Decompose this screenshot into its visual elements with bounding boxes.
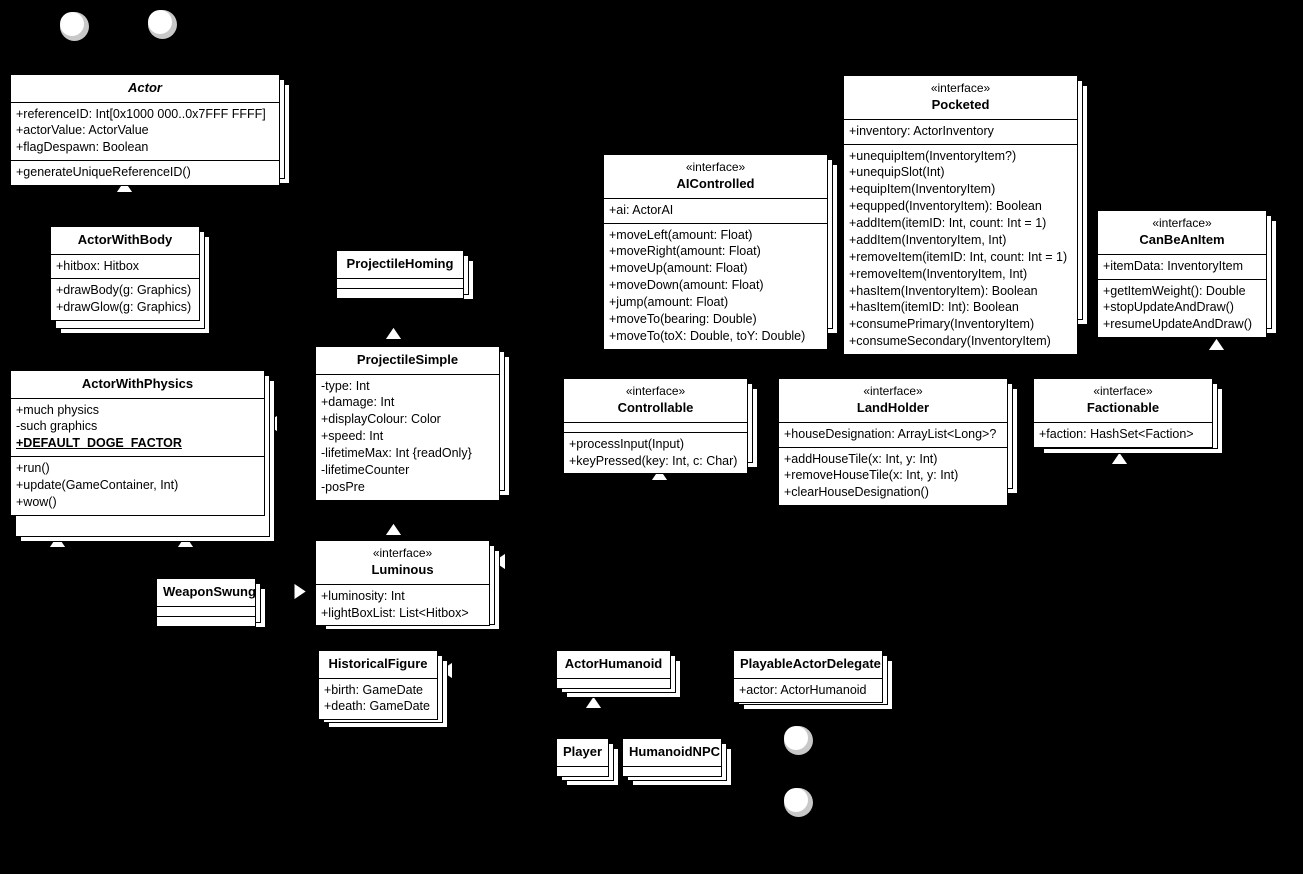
- class-header-playableactordelegate: [734, 651, 882, 678]
- attribute-row: +much physics: [16, 402, 100, 417]
- attribute-row: +actor: ActorHumanoid: [739, 682, 867, 697]
- operation-row: +clearHouseDesignation(): [784, 485, 929, 500]
- arrowhead-outline-actorhumanoid: [585, 696, 602, 714]
- class-header-pocketed: [844, 76, 1077, 119]
- class-box-factionable[interactable]: [1033, 378, 1213, 448]
- circle-fill: [784, 788, 808, 812]
- class-box-actorwithbody[interactable]: [50, 226, 200, 321]
- class-operations-aicontrolled: [604, 223, 827, 349]
- class-attributes-weaponswung: [157, 606, 255, 616]
- operation-row: +addItem(itemID: Int, count: Int = 1): [849, 216, 1047, 231]
- attribute-row: +damage: Int: [321, 395, 395, 410]
- class-header-actorwithbody: [51, 227, 199, 254]
- operation-row: +drawGlow(g: Graphics): [56, 300, 192, 315]
- class-header-projectilesimple: [316, 347, 499, 374]
- class-operations-landholder: [779, 447, 1007, 506]
- operation-row: +removeHouseTile(x: Int, y: Int): [784, 468, 959, 483]
- class-name-landholder: LandHolder: [856, 400, 930, 416]
- class-attributes-aicontrolled: [604, 198, 827, 223]
- attribute-row: +lightBoxList: List<Hitbox>: [321, 605, 469, 620]
- class-box-actorwithphysics[interactable]: [10, 370, 265, 516]
- attribute-row: +luminosity: Int: [321, 588, 405, 603]
- attribute-row: +birth: GameDate: [324, 682, 424, 697]
- operation-row: +hasItem(itemID: Int): Boolean: [849, 300, 1019, 315]
- class-header-controllable: [564, 379, 747, 422]
- class-header-projectilehoming: [337, 251, 463, 278]
- arrowhead-outline-canbeanitem: [1208, 338, 1225, 356]
- attribute-row: +death: GameDate: [324, 699, 430, 714]
- operation-row: +consumePrimary(InventoryItem): [849, 317, 1035, 332]
- line-weaponswung-drop: [57, 562, 58, 592]
- operation-row: +equipItem(InventoryItem): [849, 182, 996, 197]
- attribute-row: -posPre: [321, 479, 365, 494]
- class-attributes-projectilehoming: [337, 278, 463, 288]
- class-attributes-controllable: [564, 422, 747, 432]
- attribute-row: +actorValue: ActorValue: [16, 123, 149, 138]
- attribute-row: +flagDespawn: Boolean: [16, 140, 149, 155]
- operation-row: +keyPressed(key: Int, c: Char): [569, 453, 738, 468]
- class-box-player[interactable]: [556, 738, 609, 777]
- class-attributes-historicalfigure: [319, 678, 437, 720]
- class-operations-weaponswung: [157, 616, 255, 626]
- class-name-projectilesimple: ProjectileSimple: [356, 352, 459, 367]
- class-attributes-projectilesimple: [316, 374, 499, 500]
- operation-row: +stopUpdateAndDraw(): [1103, 300, 1234, 315]
- class-header-actor: [11, 75, 279, 102]
- class-name-pocketed: Pocketed: [931, 97, 990, 113]
- operation-row: +moveTo(bearing: Double): [609, 311, 757, 326]
- attribute-row: +displayColour: Color: [321, 412, 441, 427]
- arrowhead-outline-factionable: [1111, 452, 1128, 470]
- operation-row: +run(): [16, 461, 50, 476]
- class-header-humanoidnpc: [623, 739, 721, 766]
- class-operations-actorwithphysics: [11, 456, 264, 515]
- decorative-circle-top-left: [60, 12, 89, 41]
- operation-row: +unequipItem(InventoryItem?): [849, 148, 1017, 163]
- attribute-row: -such graphics: [16, 419, 98, 434]
- attribute-row: +hitbox: Hitbox: [56, 258, 140, 273]
- operation-row: +equpped(InventoryItem): Boolean: [849, 199, 1042, 214]
- class-name-actorwithbody: ActorWithBody: [77, 232, 173, 247]
- attribute-row: +houseDesignation: ArrayList<Long>?: [784, 426, 997, 441]
- operation-row: +moveUp(amount: Float): [609, 261, 748, 276]
- operation-row: +processInput(Input): [569, 436, 684, 451]
- operation-row: +update(GameContainer, Int): [16, 478, 179, 493]
- class-attributes-actor: [11, 102, 279, 161]
- decorative-circle-bottom-right: [784, 788, 813, 817]
- class-name-projectilehoming: ProjectileHoming: [346, 256, 454, 271]
- circle-fill: [148, 10, 172, 34]
- operation-row: +moveTo(toX: Double, toY: Double): [609, 328, 806, 343]
- class-header-factionable: [1034, 379, 1212, 422]
- class-attributes-factionable: [1034, 422, 1212, 447]
- class-name-factionable: Factionable: [1086, 400, 1160, 416]
- class-name-historicalfigure: HistoricalFigure: [328, 656, 428, 671]
- class-header-actorwithphysics: [11, 371, 264, 398]
- attribute-row: -lifetimeMax: Int {readOnly}: [321, 446, 472, 461]
- operation-row: +moveDown(amount: Float): [609, 278, 764, 293]
- class-box-historicalfigure[interactable]: [318, 650, 438, 720]
- circle-fill: [60, 12, 84, 36]
- operation-row: +wow(): [16, 494, 57, 509]
- class-name-playableactordelegate: PlayableActorDelegate: [740, 656, 881, 671]
- attribute-row: +ai: ActorAI: [609, 202, 674, 217]
- attribute-row: -lifetimeCounter: [321, 462, 410, 477]
- class-header-actorhumanoid: [557, 651, 670, 678]
- class-operations-projectilehoming: [337, 288, 463, 298]
- class-name-player: Player: [563, 744, 603, 759]
- operation-row: +addItem(InventoryItem, Int): [849, 232, 1007, 247]
- class-box-actor[interactable]: [10, 74, 280, 186]
- class-operations-actor: [11, 160, 279, 185]
- class-box-canbeanitem[interactable]: [1097, 210, 1267, 338]
- class-name-actor: Actor: [128, 80, 162, 95]
- class-operations-canbeanitem: [1098, 279, 1266, 338]
- operation-row: +removeItem(itemID: Int, count: Int = 1): [849, 249, 1068, 264]
- class-name-actorhumanoid: ActorHumanoid: [564, 656, 663, 671]
- class-header-aicontrolled: [604, 155, 827, 198]
- class-attributes-luminous: [316, 584, 489, 626]
- class-attributes-playableactordelegate: [734, 678, 882, 703]
- operation-row: +getItemWeight(): Double: [1103, 283, 1246, 298]
- class-box-landholder[interactable]: [778, 378, 1008, 506]
- class-stereotype-aicontrolled: «interface»: [685, 160, 746, 174]
- attribute-row: +itemData: InventoryItem: [1103, 258, 1243, 273]
- class-header-landholder: [779, 379, 1007, 422]
- decorative-circle-top-mid: [148, 10, 177, 39]
- attribute-row-static: +DEFAULT_DOGE_FACTOR: [16, 436, 182, 451]
- class-box-pocketed[interactable]: [843, 75, 1078, 355]
- class-attributes-canbeanitem: [1098, 254, 1266, 279]
- line-actorhumanoid-split: [578, 726, 668, 727]
- operation-row: +addHouseTile(x: Int, y: Int): [784, 451, 938, 466]
- class-attributes-humanoidnpc: [623, 766, 721, 776]
- class-operations-actorwithbody: [51, 278, 199, 320]
- operation-row: +resumeUpdateAndDraw(): [1103, 317, 1253, 332]
- class-header-historicalfigure: [319, 651, 437, 678]
- operation-row: +generateUniqueReferenceID(): [16, 165, 191, 180]
- class-name-weaponswung: WeaponSwung: [163, 584, 256, 599]
- class-header-weaponswung: [157, 579, 255, 606]
- class-box-actorhumanoid[interactable]: [556, 650, 671, 689]
- class-box-projectilesimple[interactable]: [315, 346, 500, 501]
- class-header-canbeanitem: [1098, 211, 1266, 254]
- operation-row: +jump(amount: Float): [609, 295, 729, 310]
- class-name-luminous: Luminous: [371, 562, 434, 578]
- class-attributes-pocketed: [844, 119, 1077, 144]
- class-attributes-landholder: [779, 422, 1007, 447]
- operation-row: +removeItem(InventoryItem, Int): [849, 266, 1028, 281]
- circle-fill: [784, 726, 808, 750]
- class-box-controllable[interactable]: [563, 378, 748, 474]
- operation-row: +unequipSlot(Int): [849, 165, 945, 180]
- class-operations-controllable: [564, 432, 747, 474]
- class-box-luminous[interactable]: [315, 540, 490, 626]
- class-box-weaponswung[interactable]: [156, 578, 256, 627]
- class-box-humanoidnpc[interactable]: [622, 738, 722, 777]
- class-attributes-actorhumanoid: [557, 678, 670, 688]
- operation-row: +moveRight(amount: Float): [609, 244, 761, 259]
- attribute-row: +speed: Int: [321, 429, 384, 444]
- attribute-row: +referenceID: Int[0x1000 000..0x7FFF FFFF]: [16, 106, 266, 121]
- attribute-row: +faction: HashSet<Faction>: [1039, 426, 1194, 441]
- operation-row: +hasItem(InventoryItem): Boolean: [849, 283, 1038, 298]
- class-stereotype-landholder: «interface»: [863, 384, 923, 398]
- class-header-player: [557, 739, 608, 766]
- class-name-canbeanitem: CanBeAnItem: [1139, 232, 1225, 248]
- class-stereotype-canbeanitem: «interface»: [1152, 216, 1212, 230]
- class-name-controllable: Controllable: [617, 400, 694, 416]
- class-stereotype-factionable: «interface»: [1093, 384, 1153, 398]
- class-name-aicontrolled: AIControlled: [676, 176, 755, 192]
- arrowhead-outline-luminous-left: [294, 583, 307, 605]
- attribute-row: -type: Int: [321, 378, 370, 393]
- decorative-circle-mid-right: [784, 726, 813, 755]
- class-box-aicontrolled[interactable]: [603, 154, 828, 350]
- operation-row: +drawBody(g: Graphics): [56, 283, 192, 298]
- arrowhead-outline-luminous-top: [385, 523, 402, 541]
- class-box-playableactordelegate[interactable]: [733, 650, 883, 703]
- class-attributes-actorwithbody: [51, 254, 199, 279]
- class-operations-pocketed: [844, 144, 1077, 355]
- class-header-luminous: [316, 541, 489, 584]
- class-attributes-player: [557, 766, 608, 776]
- operation-row: +consumeSecondary(InventoryItem): [849, 334, 1051, 349]
- arrowhead-outline-projectilesimple: [385, 327, 402, 345]
- class-stereotype-controllable: «interface»: [625, 384, 686, 398]
- class-stereotype-luminous: «interface»: [372, 546, 433, 560]
- class-attributes-actorwithphysics: [11, 398, 264, 457]
- operation-row: +moveLeft(amount: Float): [609, 227, 753, 242]
- class-name-actorwithphysics: ActorWithPhysics: [81, 376, 194, 391]
- class-name-humanoidnpc: HumanoidNPC: [629, 744, 720, 759]
- line-weaponswung-across: [57, 592, 157, 593]
- attribute-row: +inventory: ActorInventory: [849, 123, 994, 138]
- class-box-projectilehoming[interactable]: [336, 250, 464, 299]
- class-stereotype-pocketed: «interface»: [930, 81, 991, 95]
